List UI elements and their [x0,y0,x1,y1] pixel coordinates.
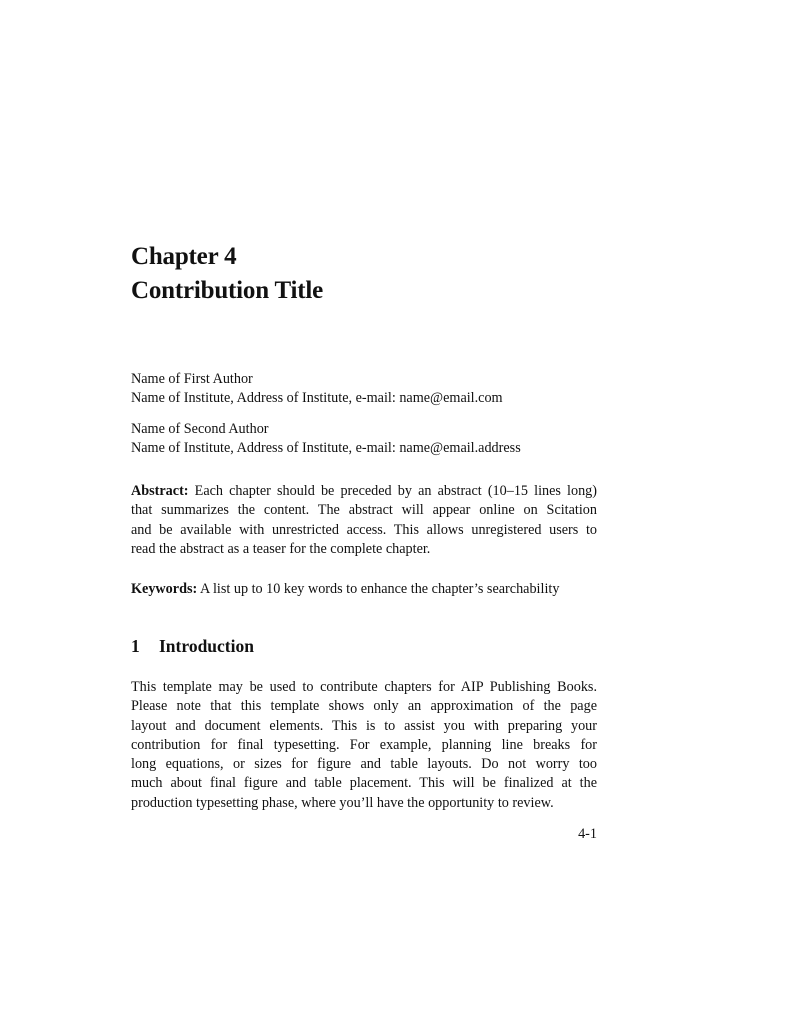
abstract-line: and be available with unrestricted access. This allows unregistered users to [131,521,597,538]
section-number: 1 [131,636,140,656]
chapter-heading [131,240,597,308]
keywords-text: A list up to 10 key words to enhance the chapter’s searchability [197,581,560,597]
author-list [131,370,597,470]
section-heading [131,635,597,657]
author-name: Name of First Author [131,371,253,387]
chapter-label: Chapter 4 [131,243,237,270]
body-line: This template may be used to contribute chapters for AIP Publishing Books. [131,679,597,695]
section-body [131,678,597,813]
author-entry [131,370,597,408]
author-affiliation: Name of Institute, Address of Institute, e-mail: name@email.address [131,440,521,456]
body-line: production typesetting phase, where you’ll have the opportunity to review. [131,794,554,811]
abstract-label: Abstract: [131,483,189,499]
abstract [131,482,597,559]
abstract-line: read the abstract as a teaser for the complete chapter. [131,540,431,557]
body-line: long equations, or sizes for figure and table layouts. Do not worry too [131,756,597,773]
page-number: 4-1 [578,826,597,842]
body-line: Please note that this template shows only an approximation of the page [131,698,597,715]
section-title: Introduction [159,636,254,656]
abstract-line: Abstract: Each chapter should be preceded by an abstract (10–15 lines long) [131,483,597,499]
body-line: layout and document elements. This is to assist you with preparing your [131,717,597,734]
body-line: much about final figure and table placement. This will be finalized at the [131,775,597,792]
chapter-title: Contribution Title [131,277,324,304]
author-entry [131,420,597,458]
keywords [131,580,597,599]
author-name: Name of Second Author [131,421,269,437]
body-line: contribution for final typesetting. For example, planning line breaks for [131,736,597,753]
author-affiliation: Name of Institute, Address of Institute, e-mail: name@email.com [131,390,503,406]
keywords-label: Keywords: [131,581,198,597]
abstract-line: that summarizes the content. The abstract will appear online on Scitation [131,502,597,519]
